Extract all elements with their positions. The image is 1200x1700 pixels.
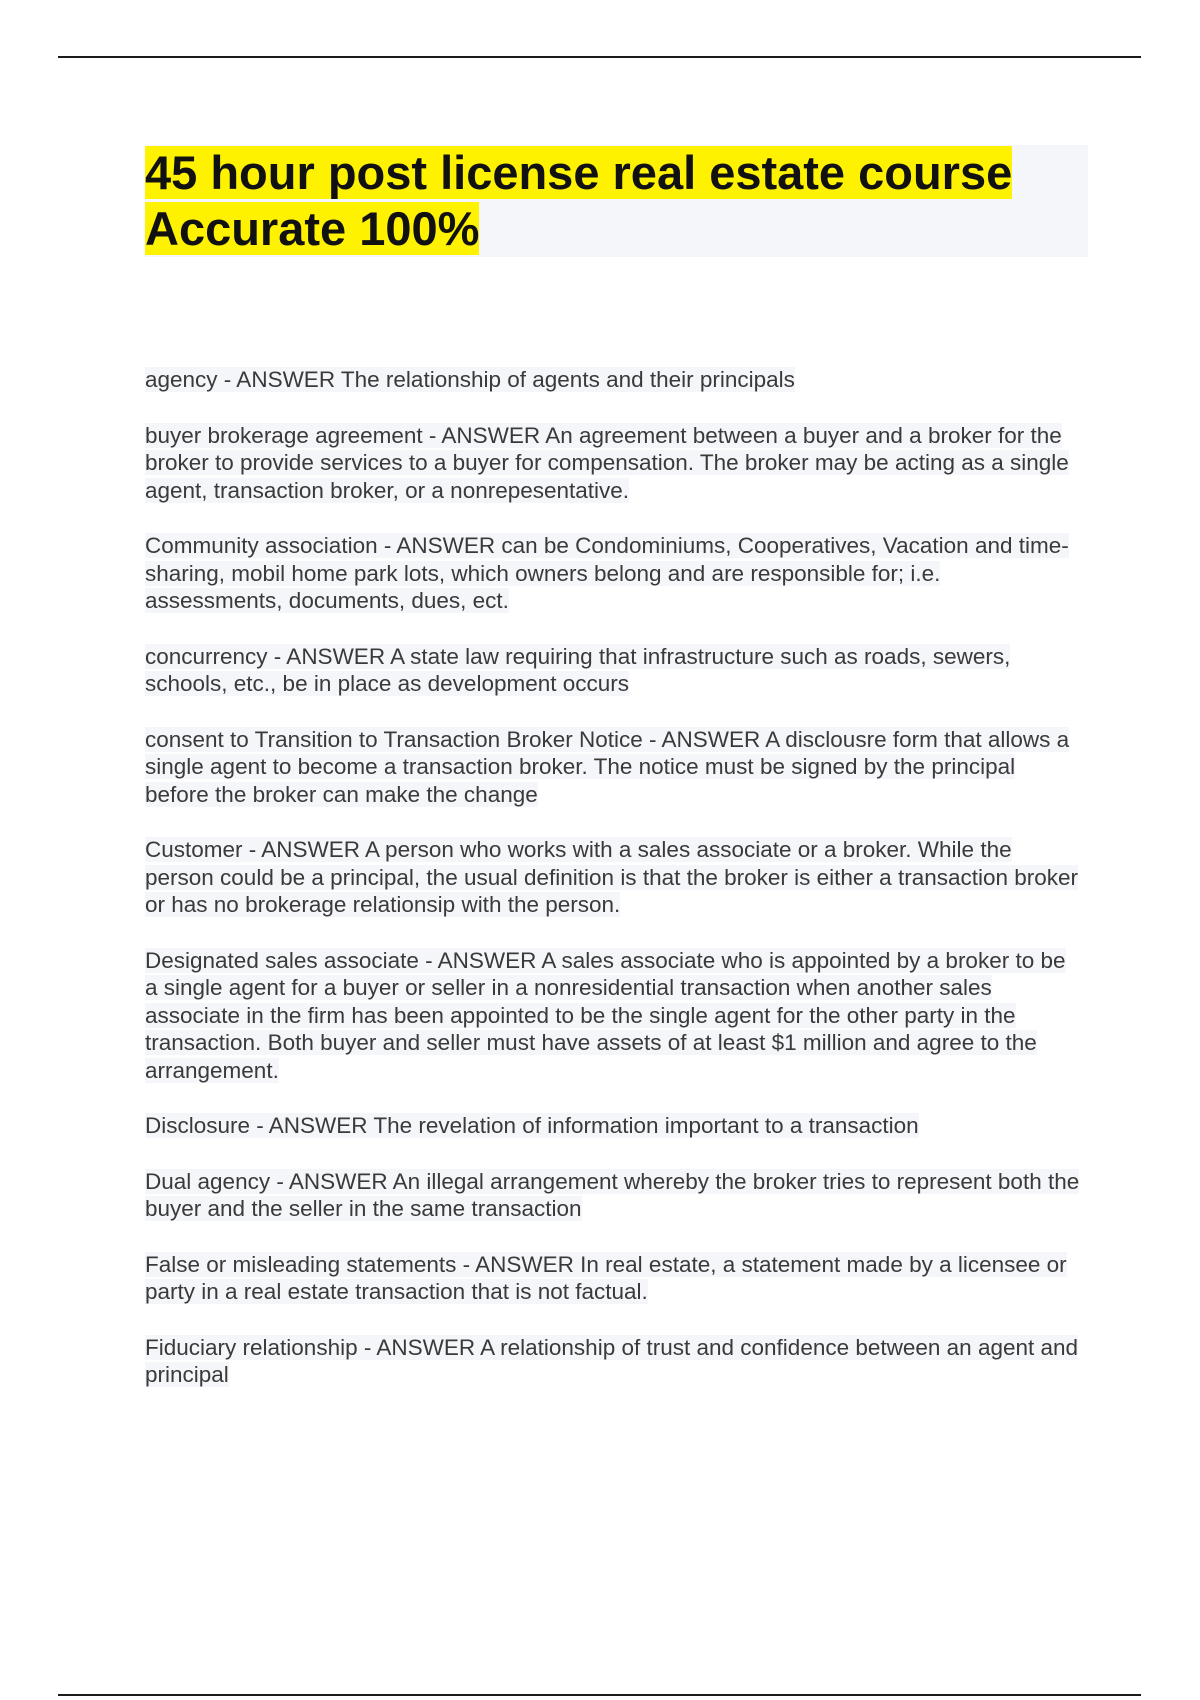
entry-text: agency - ANSWER The relationship of agents and their principals	[145, 367, 795, 392]
glossary-entry	[145, 836, 1080, 919]
entry-text: Designated sales associate - ANSWER A sales associate who is appointed by a broker to be a single agent for a buyer or seller in a nonresidential transaction when another sales associate in the firm has been appointed to be the single agent for the other party in the transaction. Both buyer and seller must have assets of at least $1 million and agree to the arrangement.	[145, 947, 1066, 1083]
glossary-entry	[145, 643, 1080, 698]
entry-text: Customer - ANSWER A person who works with a sales associate or a broker. While the person could be a principal, the usual definition is that the broker is either a transaction broker or has no brokerage relationsip with the person.	[145, 837, 1079, 917]
glossary-entry	[145, 1112, 1080, 1140]
document-title	[145, 145, 1088, 257]
entry-text: concurrency - ANSWER A state law requiring that infrastructure such as roads, sewers, schools, etc., be in place as development occurs	[145, 643, 1011, 696]
entry-text: Dual agency - ANSWER An illegal arrangement whereby the broker tries to represent both the buyer and the seller in the same transaction	[145, 1168, 1080, 1221]
glossary-entry	[145, 1251, 1080, 1306]
glossary-entry	[145, 366, 1080, 394]
bottom-rule	[58, 1694, 1141, 1696]
glossary-entry	[145, 726, 1080, 809]
title-line-1: 45 hour post license real estate course	[145, 146, 1013, 199]
glossary-entry	[145, 1168, 1080, 1223]
glossary-entry	[145, 947, 1080, 1085]
entry-text: Fiduciary relationship - ANSWER A relationship of trust and confidence between an agent and principal	[145, 1334, 1079, 1387]
entry-text: buyer brokerage agreement - ANSWER An agreement between a buyer and a broker for the broker to provide services to a buyer for compensation. The broker may be acting as a single agent, transaction broker, or a nonrepesentative.	[145, 422, 1069, 503]
title-line-2: Accurate 100%	[145, 202, 480, 255]
top-rule	[58, 56, 1141, 58]
glossary-entry	[145, 532, 1080, 615]
entry-text: False or misleading statements - ANSWER In real estate, a statement made by a licensee or party in a real estate transaction that is not factual.	[145, 1251, 1067, 1304]
glossary-entry	[145, 422, 1080, 505]
entry-text: Disclosure - ANSWER The revelation of information important to a transaction	[145, 1113, 919, 1138]
entry-text: consent to Transition to Transaction Broker Notice - ANSWER A disclousre form that allows a single agent to become a transaction broker. The notice must be signed by the principal before the broker can make the change	[145, 726, 1070, 807]
title-block	[145, 145, 1088, 257]
glossary-list	[145, 366, 1080, 1389]
glossary-entry	[145, 1334, 1080, 1389]
entry-text: Community association - ANSWER can be Condominiums, Cooperatives, Vacation and time-sharing, mobil home park lots, which owners belong and are responsible for; i.e. assessments, documents, dues, ect.	[145, 533, 1069, 613]
